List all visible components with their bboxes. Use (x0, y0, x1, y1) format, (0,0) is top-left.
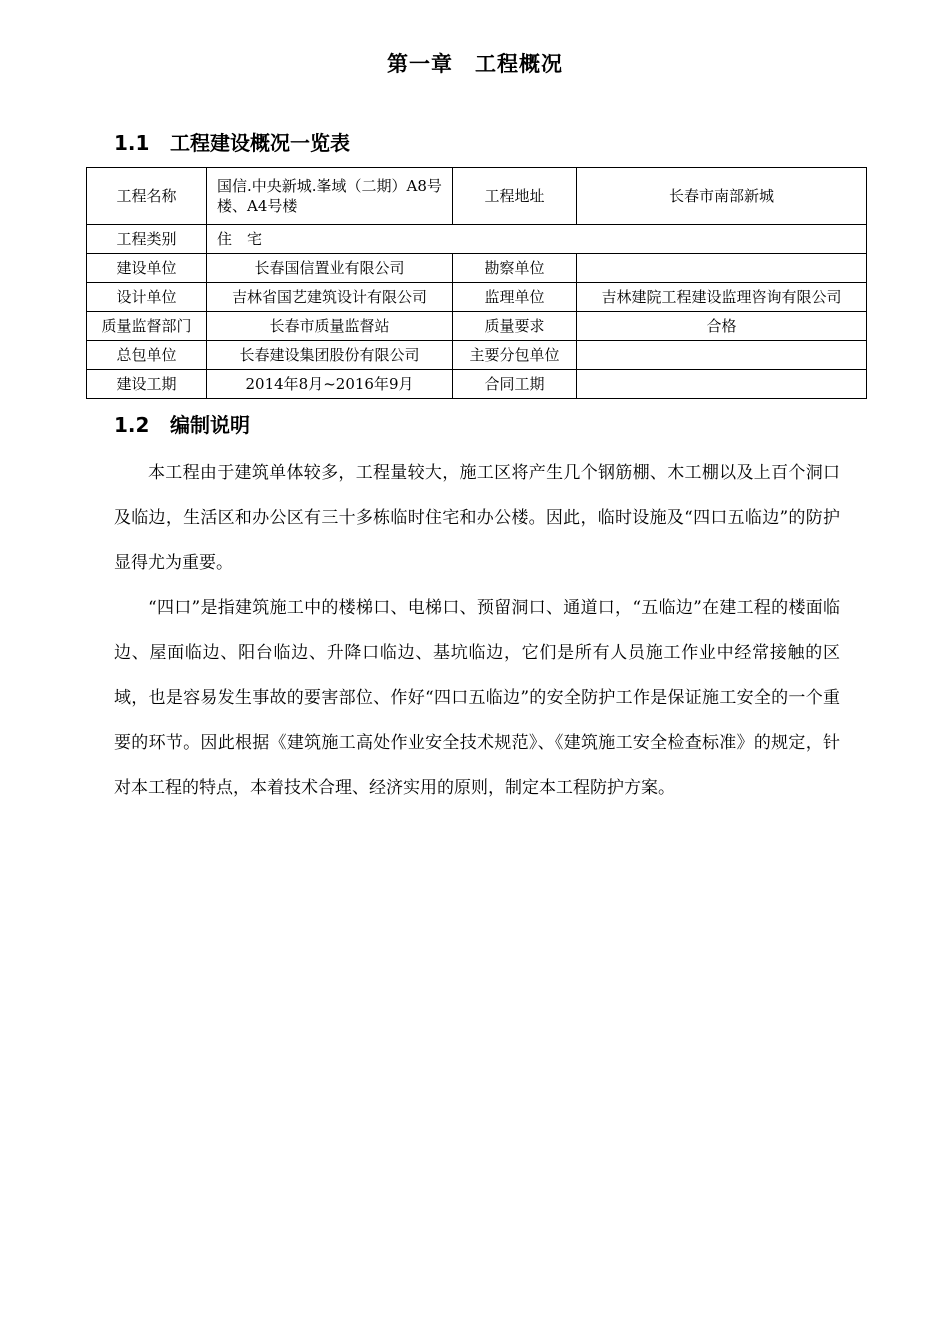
table-cell-label: 勘察单位 (453, 254, 577, 283)
table-cell-value (577, 341, 867, 370)
table-cell-label: 质量要求 (453, 312, 577, 341)
table-cell-value: 长春建设集团股份有限公司 (207, 341, 453, 370)
table-row (87, 370, 867, 399)
table-cell-label: 设计单位 (87, 283, 207, 312)
body-paragraph: 本工程由于建筑单体较多，工程量较大，施工区将产生几个钢筋棚、木工棚以及上百个洞口及临边，生活区和办公区有三十多栋临时住宅和办公楼。因此，临时设施及“四口五临边”的防护显得尤为重要。 (114, 463, 840, 573)
body-paragraph: “四口”是指建筑施工中的楼梯口、电梯口、预留洞口、通道口，“五临边”在建工程的楼面临边、屋面临边、阳台临边、升降口临边、基坑临边，它们是所有人员施工作业中经常接触的区域，也是容易发生事故的要害部位、作好“四口五临边”的安全防护工作是保证施工安全的一个重要的环节。因此根据《建筑施工高处作业安全技术规范》、《建筑施工安全检查标准》的规定，针对本工程的特点，本着技术合理、经济实用的原则，制定本工程防护方案。 (114, 598, 840, 798)
table-row (87, 312, 867, 341)
section-heading-1-1 (114, 127, 350, 156)
table-cell-value: 2014年8月~2016年9月 (207, 370, 453, 399)
section-heading-1-2 (114, 409, 250, 438)
table-cell-value: 吉林省国艺建筑设计有限公司 (207, 283, 453, 312)
table-cell-label: 建设单位 (87, 254, 207, 283)
table-cell-value: 长春市南部新城 (577, 168, 867, 225)
table-cell-value (577, 254, 867, 283)
table-cell-value: 合格 (577, 312, 867, 341)
table-cell-label: 质量监督部门 (87, 312, 207, 341)
table-cell-value: 长春国信置业有限公司 (207, 254, 453, 283)
table-row (87, 283, 867, 312)
table-cell-label: 工程名称 (87, 168, 207, 225)
table-cell-value: 长春市质量监督站 (207, 312, 453, 341)
project-overview-table (86, 167, 867, 399)
table-cell-label: 主要分包单位 (453, 341, 577, 370)
table-row (87, 254, 867, 283)
table-row (87, 168, 867, 225)
section-number: 1.2 (114, 413, 150, 437)
table-cell-value: 吉林建院工程建设监理咨询有限公司 (577, 283, 867, 312)
table-cell-label: 合同工期 (453, 370, 577, 399)
table-cell-label: 监理单位 (453, 283, 577, 312)
table-row (87, 341, 867, 370)
section-title: 工程建设概况一览表 (170, 131, 350, 155)
table-cell-label: 总包单位 (87, 341, 207, 370)
table-cell-label: 建设工期 (87, 370, 207, 399)
table-cell-value: 住 宅 (207, 225, 867, 254)
section-number: 1.1 (114, 131, 150, 155)
table-cell-value (577, 370, 867, 399)
table-cell-label: 工程类别 (87, 225, 207, 254)
chapter-title: 第一章 工程概况 (387, 52, 563, 76)
section-title: 编制说明 (170, 413, 250, 437)
table-cell-label: 工程地址 (453, 168, 577, 225)
table-row (87, 225, 867, 254)
table-cell-value: 国信.中央新城.峯域（二期）A8号楼、A4号楼 (207, 168, 453, 225)
